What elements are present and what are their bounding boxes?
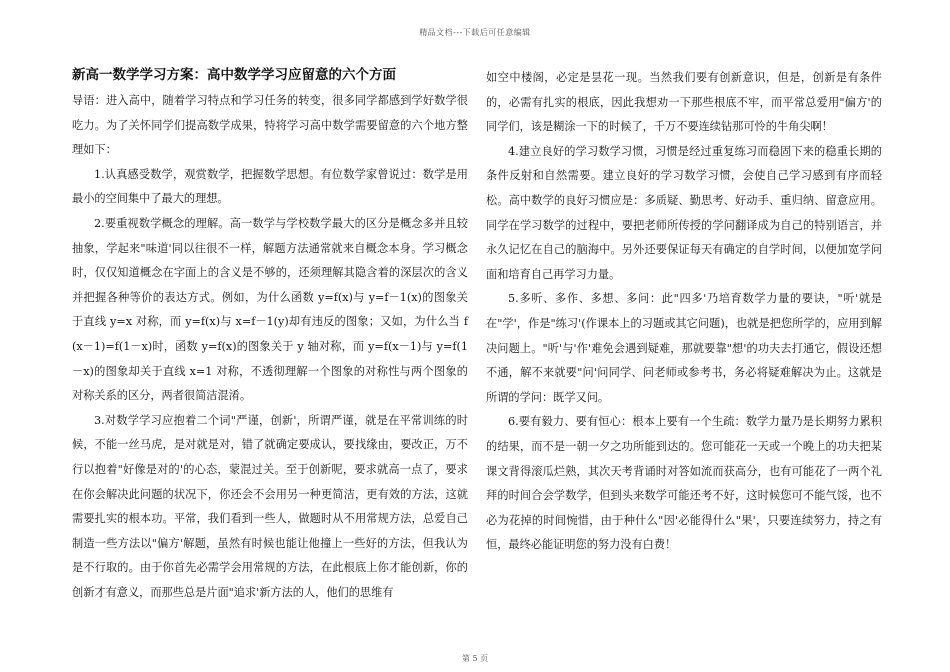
left-column: [72, 66, 468, 605]
right-column: [486, 66, 882, 558]
paragraph-1: 1.认真感受数学，观赏数学，把握数学思想。有位数学家曾说过：数学是用最小的空间集中了最大的理想。: [72, 167, 468, 206]
page-header: 精品文档---下载后可任意编辑: [419, 28, 531, 37]
paragraph-5: 5.多听、多作、多想、多问：此"四多'乃培育数学力量的要诀，"听'就是在"学'，作是"练习'(作课本上的习题或其它问题)，也就是把您所学的，应用到解决问题上。"听'与'作'难免会遇到疑难，那就要靠"想'的功夫去打通它，假设还想不通，解不来就要"问'问同学、问老师或参考书，务必将疑难解决为止。这就是所谓的学问：既学又问。: [486, 292, 882, 404]
paragraph-2: 2.要重视数学概念的理解。高一数学与学校数学最大的区分是概念多并且较抽象，学起来"味道'同以往很不一样，解题方法通常就来自概念本身。学习概念时，仅仅知道概念在字面上的含义是不够的，还须理解其隐含着的深层次的含义并把握各种等价的表达方式。例如，为什么函数 y=f(x)与 y=f－1(x)的图象关于直线 y=x 对称，而 y=f(x)与 x=f－1(y)却有违反的图象；又如，为什么当 f(x－1)=f(1－x)时，函数 y=f(x)的图象关于 y 轴对称，而 y=f(x－1)与 y=f(1－x)的图象却关于直线 x=1 对称，不透彻理解一个图象的对称性与两个图象的对称关系的区分，两者很简洁混淆。: [72, 216, 468, 403]
paragraph-3: 3.对数学学习应抱着二个词"严谨，创新'，所谓严谨，就是在平常训练的时候，不能一丝马虎，是对就是对，错了就确定要成认，要找缘由，要改正，万不行以抱着"好像是对的'的心态，蒙混过关。至于创新呢，要求就高一点了，要求在你会解决此问题的状况下，你还会不会用另一种更简洁，更有效的方法，这就需要扎实的根本功。平常，我们看到一些人，做题时从不用常规方法，总爱自己制造一些方法以"偏方'解题，虽然有时候也能让他撞上一些好的方法，但我认为是不行取的。由于你首先必需学会用常规的方法，在此根底上你才能创新，你的创新才有意义，而那些总是片面"追求'新方法的人，他们的思维有: [72, 413, 468, 599]
article-title: 新高一数学学习方案：高中数学学习应留意的六个方面: [72, 67, 396, 83]
intro-paragraph: 导语：进入高中，随着学习特点和学习任务的转变，很多同学都感到学好数学很吃力。为了关怀同学们提高数学成果，特将学习高中数学需要留意的六个地方整理如下：: [72, 94, 468, 157]
paragraph-4: 4.建立良好的学习数学习惯，习惯是经过重复练习而稳固下来的稳重长期的条件反射和自然需要。建立良好的学习数学习惯，会使自己学习感到有序而轻松。高中数学的良好习惯应是：多质疑、勤思考、好动手、重归纳、留意应用。同学在学习数学的过程中，要把老师所传授的学问翻译成为自己的特别语言，并永久记忆在自己的脑海中。另外还要保证每天有确定的自学时间，以便加宽学问面和培育自己再学习力量。: [486, 144, 882, 281]
page-number: 第 5 页: [461, 654, 489, 663]
paragraph-3-continued: 如空中楼阁，必定是昙花一现。当然我们要有创新意识，但是，创新是有条件的，必需有扎实的根底，因此我想劝一下那些根底不牢，而平常总爱用"偏方'的同学们，该是糊涂一下的时候了，千万不要连续钻那可怜的牛角尖啊！: [486, 71, 882, 134]
paragraph-6: 6.要有毅力、要有恒心：根本上要有一个生疏：数学力量乃是长期努力累积的结果，而不是一朝一夕之功所能到达的。您可能花一天或一个晚上的功夫把某课文背得滚瓜烂熟，其次天考背诵时对答如流而获高分，也有可能花了一两个礼拜的时间合会学数学，但到头来数学可能还考不好，这时候您可不能气馁，也不必为花掉的时间惋惜，由于种什么"因'必能得什么"果'，只要连续努力，持之有恒，最终必能证明您的努力没有白费！: [486, 415, 882, 552]
